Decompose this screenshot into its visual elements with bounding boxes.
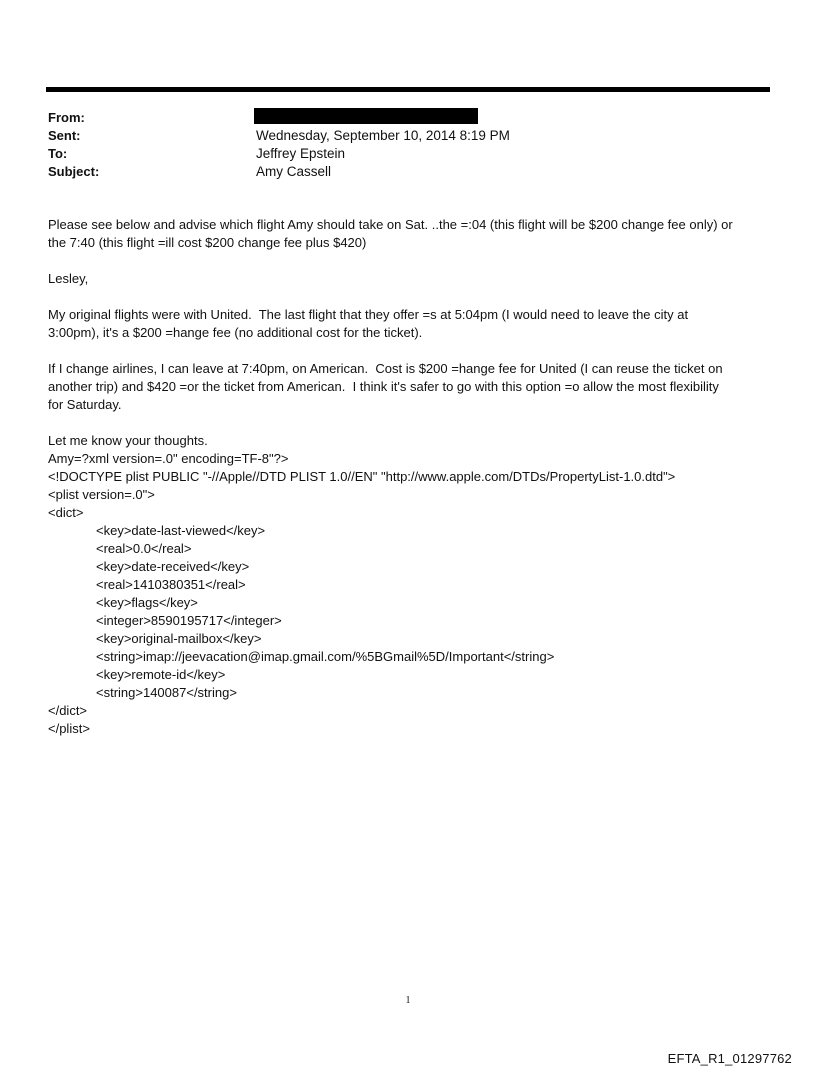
body-line: If I change airlines, I can leave at 7:40pm, on American. Cost is $200 =hange fee for United (I can reuse the ticket on — [48, 361, 723, 376]
sent-row — [48, 126, 768, 144]
plist-line: </plist> — [48, 721, 90, 736]
body-line: My original flights were with United. The last flight that they offer =s at 5:04pm (I would need to leave the city at — [48, 307, 689, 322]
plist-line: </dict> — [48, 703, 88, 718]
subject-value: Amy Cassell — [256, 163, 332, 179]
body-line: for Saturday. — [48, 397, 122, 412]
body-line: the 7:40 (this flight =ill cost $200 change fee plus $420) — [48, 235, 367, 250]
to-label: To: — [48, 145, 68, 161]
plist-line: <key>original-mailbox</key> — [96, 631, 262, 646]
plist-line: <integer>8590195717</integer> — [96, 613, 282, 628]
email-body — [48, 216, 774, 432]
body-line: Lesley, — [48, 271, 89, 286]
plist-line: <!DOCTYPE plist PUBLIC "-//Apple//DTD PLIST 1.0//EN" "http://www.apple.com/DTDs/PropertyList-1.0.dtd"> — [48, 469, 676, 484]
body-line: 3:00pm), it's a $200 =hange fee (no additional cost for the ticket). — [48, 325, 423, 340]
header-divider — [46, 87, 770, 92]
plist-line: Let me know your thoughts. — [48, 433, 208, 448]
paragraph-request — [48, 216, 774, 252]
plist-line: <real>1410380351</real> — [96, 577, 246, 592]
from-label: From: — [48, 109, 85, 125]
plist-line: <key>flags</key> — [96, 595, 198, 610]
plist-line: <dict> — [48, 505, 84, 520]
sent-label: Sent: — [48, 127, 81, 143]
to-value: Jeffrey Epstein — [256, 145, 346, 161]
body-line: another trip) and $420 =or the ticket from American. I think it's safer to go with this option =o allow the most flexibility — [48, 379, 719, 394]
plist-line: Amy=?xml version=.0" encoding=TF-8"?> — [48, 451, 289, 466]
redaction-bar — [254, 108, 478, 124]
subject-row — [48, 162, 768, 180]
plist-line: <plist version=.0"> — [48, 487, 155, 502]
body-line: Please see below and advise which flight Amy should take on Sat. ..the =:04 (this flight will be $200 change fee only) or — [48, 217, 733, 232]
plist-line: <key>remote-id</key> — [96, 667, 226, 682]
paragraph-american — [48, 360, 774, 414]
plist-line: <string>140087</string> — [96, 685, 237, 700]
bates-number: EFTA_R1_01297762 — [667, 1051, 792, 1066]
paragraph-greeting — [48, 270, 774, 288]
subject-label: Subject: — [48, 163, 100, 179]
to-row — [48, 144, 768, 162]
sent-value: Wednesday, September 10, 2014 8:19 PM — [256, 127, 510, 143]
page-number: 1 — [405, 995, 411, 1006]
paragraph-united — [48, 306, 774, 342]
plist-line: <string>imap://jeevacation@imap.gmail.com/%5BGmail%5D/Important</string> — [96, 649, 555, 664]
plist-line: <key>date-last-viewed</key> — [96, 523, 266, 538]
plist-line: <real>0.0</real> — [96, 541, 192, 556]
plist-line: <key>date-received</key> — [96, 559, 250, 574]
plist-block — [48, 432, 778, 738]
